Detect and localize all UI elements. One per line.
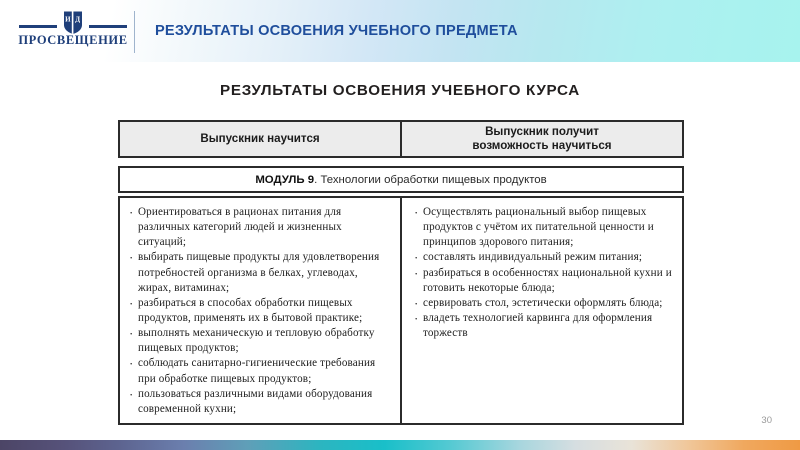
list-item: · Ориентироваться в рационах питания для различных категорий людей и жизненных ситуаций; bbox=[127, 205, 392, 250]
column-header-right bbox=[400, 122, 682, 156]
logo-rule-right bbox=[89, 25, 127, 28]
column-header-right-line2: возможность научиться bbox=[472, 139, 612, 152]
header-band bbox=[0, 0, 800, 62]
page-title: РЕЗУЛЬТАТЫ ОСВОЕНИЯ УЧЕБНОГО КУРСА bbox=[220, 82, 580, 99]
list-item: · Осуществлять рациональный выбор пищевых продуктов с учётом их питательной ценности и принципов здорового питания; bbox=[412, 205, 673, 250]
column-header-left: Выпускник научится bbox=[200, 131, 320, 145]
header-divider bbox=[134, 11, 135, 53]
logo-rule-left bbox=[19, 25, 57, 28]
header-inner bbox=[0, 0, 800, 62]
publisher-logo bbox=[17, 9, 129, 53]
list-item: · разбираться в особенностях национальной кухни и готовить некоторые блюда; bbox=[412, 266, 673, 296]
list-item: · составлять индивидуальный режим питания; bbox=[412, 250, 673, 265]
bottom-accent-bar bbox=[0, 440, 800, 450]
shield-icon bbox=[63, 10, 84, 35]
left-column-list bbox=[127, 205, 392, 417]
list-item: · пользоваться различными видами оборудования современной кухни; bbox=[127, 387, 392, 417]
results-table bbox=[118, 120, 684, 425]
table-header-row bbox=[118, 120, 684, 158]
right-column-list bbox=[412, 205, 673, 341]
svg-text:И: И bbox=[65, 15, 71, 24]
page-number: 30 bbox=[761, 415, 772, 426]
table-cell-right bbox=[400, 198, 682, 423]
list-item: · владеть технологией карвинга для оформления торжеств bbox=[412, 311, 673, 341]
column-header-right-line1: Выпускник получит bbox=[485, 124, 599, 138]
header-title: РЕЗУЛЬТАТЫ ОСВОЕНИЯ УЧЕБНОГО ПРЕДМЕТА bbox=[155, 23, 518, 39]
list-item: · соблюдать санитарно-гигиенические требования при обработке пищевых продуктов; bbox=[127, 356, 392, 386]
list-item: · выполнять механическую и тепловую обработку пищевых продуктов; bbox=[127, 326, 392, 356]
table-cell-left bbox=[120, 198, 400, 423]
table-body-row bbox=[118, 196, 684, 425]
svg-text:Д: Д bbox=[75, 15, 81, 24]
logo-wordmark: ПРОСВЕЩЕНИЕ bbox=[18, 33, 128, 47]
module-row bbox=[118, 166, 684, 193]
list-item: · выбирать пищевые продукты для удовлетворения потребностей организма в белках, углеводах, жирах, витаминах; bbox=[127, 250, 392, 295]
list-item: · разбираться в способах обработки пищевых продуктов, применять их в бытовой практике; bbox=[127, 296, 392, 326]
list-item: · сервировать стол, эстетически оформлять блюда; bbox=[412, 296, 673, 311]
module-number: МОДУЛЬ 9 bbox=[255, 173, 315, 186]
logo-mark bbox=[17, 9, 129, 34]
module-separator: . bbox=[314, 173, 321, 186]
module-title: Технологии обработки пищевых продуктов bbox=[320, 173, 547, 186]
